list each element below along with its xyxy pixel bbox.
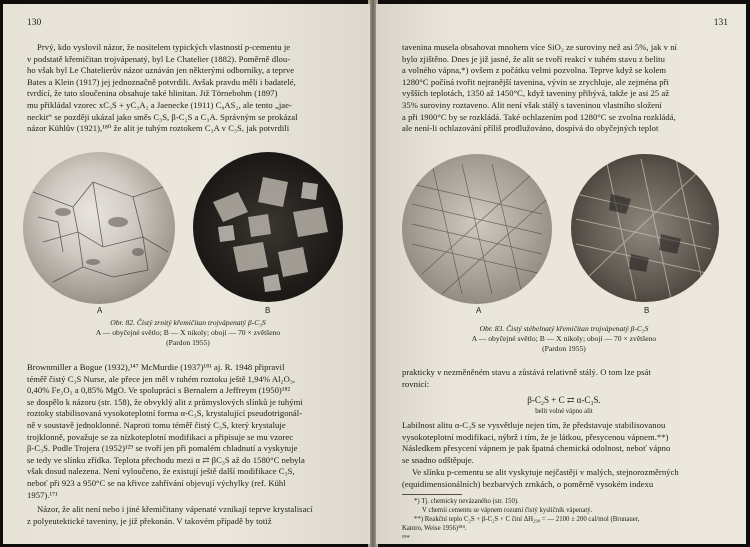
text-line: Labilnost alitu α-C₃S se vysvětluje nejen tím, že představuje stabilisovanou	[402, 420, 666, 430]
caption-detail: A — obyčejné světlo; B — X nikoly; obojí — 70 × zvětšeno	[95, 328, 281, 337]
figure-label-b: B	[265, 306, 271, 315]
text-line: Prvý, kdo vyslovil názor, že nositelem typických vlastností p-cementu je	[37, 42, 291, 52]
text-line: Následkem přesycení vápnem je pak špatná chemická odolnost, neboť vápno	[402, 443, 671, 454]
left-page	[3, 4, 370, 544]
text-line: z polyeutektické taveniny, je již překonán. V takovém případě by totiž	[27, 515, 272, 526]
text-line: β-C₃S. Podle Trojera (1952)¹²⁹ se tvoří jen při pomalém chladnutí a vyskytuje	[27, 443, 298, 454]
footnote: *) Tj. chemicky nevázaného (str. 150).	[414, 498, 519, 505]
text-line: 0,40% Fe₂O₃ a 0,85% MgO. Ve spolupráci s Bernalem a Jeffreym (1950)¹⁸²	[27, 385, 291, 396]
caption-detail: A — obyčejné světlo; B — X nikoly; obojí — 70 × zvětšeno	[471, 334, 657, 343]
text-line: ho však byl Le Chatelierův názor uznáván jen některými odborníky, a teprve	[27, 65, 295, 76]
right-paragraph-1	[402, 42, 726, 135]
text-line: neckit“ se později ukázal jako směs C₃S, β-C₂S a C₃A. Správným se prokázal	[27, 111, 298, 122]
figure-label-a: A	[97, 306, 103, 315]
text-line: ale není-li ochlazování příliš prodlužováno, dospívá do obyčejných teplot	[402, 123, 659, 134]
micrograph-b-crossed-nicols	[571, 154, 719, 302]
text-line: tavenina musela obsahovat mnohem více SiO₂ ze suroviny než asi 5%, jak v ní	[402, 42, 677, 52]
text-line: bylo zjištěno. Dnes je již jasné, že alit se tvoří reakcí v tuhém stavu z belitu	[402, 53, 665, 64]
right-page	[376, 4, 746, 544]
caption-title: Obr. 83. Čistý stébelnatý křemičitan trojvápenatý β-C₃S	[479, 324, 649, 333]
text-line: a volného vápna,*) ovšem z počátku velmi pozvolna. Teprve když se kolem	[402, 65, 667, 76]
footnote: Kantro, Weise 1956)¹⁸⁴.	[402, 525, 467, 532]
text-line: Názor, že alit není nebo i jiné křemičitany vápenaté vznikají teprve krystalisací	[37, 504, 313, 514]
micrograph-b-crossed-nicols	[193, 152, 343, 302]
text-line: ně v soustavě jednoklonné. Naproti tomu téměř čistý C₃S, který krystaluje	[27, 419, 286, 430]
caption-source: (Pardon 1955)	[166, 338, 210, 347]
equation-labels: belit volné vápno alit	[535, 408, 593, 415]
figure-caption	[27, 318, 349, 348]
page-number: 130	[27, 18, 42, 28]
text-line: se tedy ve slínku zřídka. Teplota přechodu mezi α ⇄ βC₃S až do 1580°C nebyla	[27, 454, 305, 465]
text-line: Brownmiller a Bogue (1932),¹⁴⁷ McMurdie (1937)¹⁸¹ aj. R. 1948 připravil	[27, 362, 285, 372]
page-number: 131	[713, 18, 728, 28]
text-line: 1957).¹⁷¹	[27, 489, 58, 500]
figure-label-b: B	[644, 306, 650, 315]
text-line: se dospělo k názoru (str. 158), že obvyklý alit z průmyslových slínků je tuhými	[27, 396, 303, 407]
text-line: Ve slínku p-cementu se alit vyskytuje nejčastěji v malých, stejnorozměrných	[412, 467, 679, 477]
text-line: mu přikládal vzorec xC₃S + yC₃A₂ a Jaenecke (1911) C₈AS₂, ale tento „jae-	[27, 99, 292, 110]
text-line: neboť při 923 a 950°C se na křivce zahřívání objevují výchylky (ref. Kühl	[27, 477, 286, 488]
text-line: téměř čistý C₃S Nurse, ale přece jen měl v tuhém roztoku ještě 1,94% Al₂O₃,	[27, 373, 296, 384]
reaction-equation: β-C₂S + C ⇄ α-C₃S.	[527, 395, 601, 405]
caption-title: Obr. 82. Čistý zrnitý křemičitan trojvápenatý β-C₃S	[110, 318, 266, 327]
text-line: v podstatě křemičitan trojvápenatý, byl Le Chatelier (1882). Poměrně dlou-	[27, 53, 291, 64]
footnote-rule	[402, 494, 462, 495]
text-line: trojklonně, považuje se za nízkoteplotní modifikaci a připisuje se mu vzorec	[27, 431, 294, 442]
micrograph-a-ordinary-light	[402, 154, 552, 304]
text-line: prakticky v nezměněném stavu a zůstává relativně stálý. O tom lze psát	[402, 367, 651, 377]
text-line: se snadno odštěpuje.	[402, 454, 474, 465]
text-line: 1280°C počíná tvořit nejranější tavenina, vývin se zrychluje, ale zejména při	[402, 76, 669, 87]
figure-caption	[402, 324, 726, 354]
right-paragraph-2	[402, 367, 726, 390]
right-paragraph-3	[402, 420, 726, 466]
caption-source: (Pardon 1955)	[542, 344, 586, 353]
text-line: rovnicí:	[402, 378, 430, 389]
footnotes	[402, 497, 726, 533]
left-paragraph-3	[27, 504, 349, 527]
micrograph-a-ordinary-light	[23, 152, 175, 304]
left-paragraph-1	[27, 42, 349, 135]
footnote: V chemii cementu se vápnem rozumí čistý kysličník vápenatý.	[422, 507, 593, 514]
footnote: **) Reakční teplo C₂S + β-C₂S + C činí ΔH₂₉₈ = — 2100 ± 200 cal/mol (Brunauer,	[414, 516, 640, 523]
left-paragraph-2	[27, 362, 349, 501]
text-line: názor Kühlův (1921),¹⁸⁰ že alit je tuhým roztokem C₃A v C₃S, jak potvrdili	[27, 123, 290, 134]
text-line: (equidimensionálních) bezbarvých zrnkách, o poměrně vysokém indexu	[402, 478, 654, 489]
text-line: Bates a Klein (1917) jej jednoznačně potvrdili. Avšak pravdu měli i badatelé,	[27, 76, 296, 87]
text-line: však dosud nalezena. Není vyloučeno, že existují ještě další modifikace C₃S,	[27, 466, 295, 477]
text-line: a při 1900°C by se rozkládá. Také ochlazením pod 1280°C se zvolna rozkládá,	[402, 111, 676, 122]
right-paragraph-4	[402, 467, 726, 490]
text-line: 35% suroviny roztaveno. Alit není však stálý s taveninou vlastního složení	[402, 99, 662, 110]
text-line: roztoky stabilisovaná vysokoteplotní forma α-C₃S, krystalující pseudotrigonál-	[27, 408, 303, 419]
text-line: vyšších teplotách, 1350 až 1450°C, když taveniny přibývá, takže je asi 25 až	[402, 88, 670, 99]
signature-mark: ¹⁹*	[402, 535, 410, 542]
text-line: vysokoteplotní modifikaci, nýbrž i tím, že je látkou, přesycenou vápnem.**)	[402, 431, 669, 442]
figure-label-a: A	[476, 306, 482, 315]
text-line: tvrdící, že tato sloučenina obsahuje také hlinitan. Již Törnebohm (1897)	[27, 88, 278, 99]
